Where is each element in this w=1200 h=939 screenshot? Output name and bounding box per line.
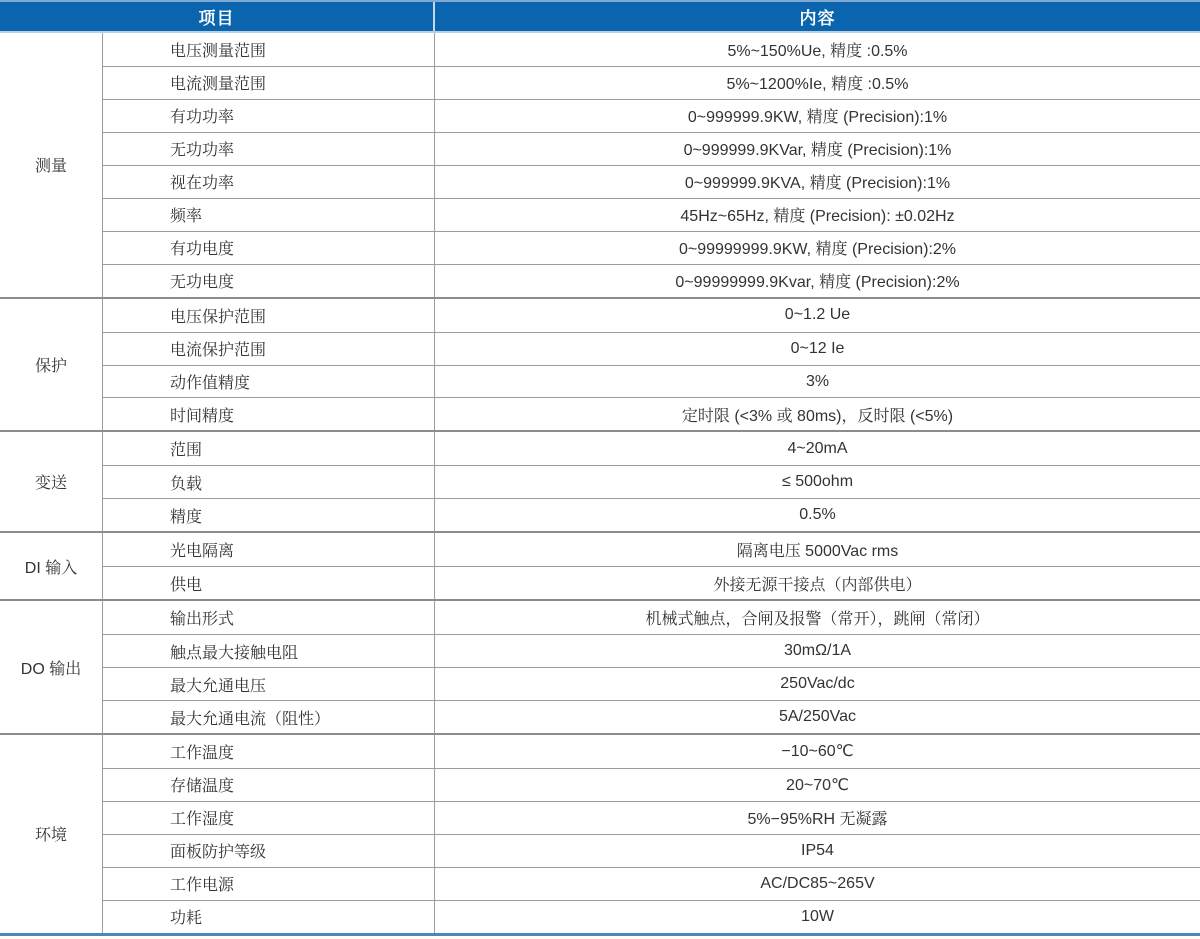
spec-row <box>103 566 1200 599</box>
spec-item-value: 0~999999.9KVA, 精度 (Precision):1% <box>684 175 951 193</box>
spec-item-label: 无功功率 <box>103 133 435 165</box>
spec-row <box>103 634 1200 667</box>
spec-item-label: 工作湿度 <box>103 802 435 834</box>
spec-row <box>103 601 1200 634</box>
spec-item-value: ≤ 500ohm <box>781 473 854 491</box>
group-rows <box>103 735 1200 933</box>
spec-row <box>103 231 1200 264</box>
spec-item-value: 0~12 Ie <box>790 339 845 357</box>
spec-item-value: 45Hz~65Hz, 精度 (Precision): ±0.02Hz <box>680 208 955 226</box>
spec-row <box>103 66 1200 99</box>
spec-item-value: 4~20mA <box>787 439 848 457</box>
spec-item-value: 外接无源干接点（内部供电） <box>713 576 922 594</box>
spec-item-value: 定时限 (<3% 或 80ms)，反时限 (<5%) <box>681 407 954 425</box>
spec-row <box>103 498 1200 531</box>
spec-item-label: 电流保护范围 <box>103 333 435 365</box>
group-rows <box>103 432 1200 531</box>
group-label: 变送 <box>0 432 103 531</box>
spec-row <box>103 768 1200 801</box>
spec-item-value: 20~70℃ <box>786 776 849 794</box>
spec-row <box>103 132 1200 165</box>
header-cell-item: 项目 <box>0 2 435 31</box>
group-label: 保护 <box>0 299 103 431</box>
spec-item-value: 5A/250Vac <box>778 708 857 726</box>
spec-row <box>103 801 1200 834</box>
spec-row <box>103 465 1200 498</box>
spec-row <box>103 299 1200 332</box>
header-cell-content: 内容 <box>799 9 836 28</box>
spec-item-label: 工作温度 <box>103 735 435 768</box>
spec-item-value: 30mΩ/1A <box>783 642 852 660</box>
spec-item-label: 电压测量范围 <box>103 33 435 66</box>
spec-row <box>103 33 1200 66</box>
spec-row <box>103 900 1200 933</box>
spec-item-value: 隔离电压 5000Vac rms <box>736 543 899 561</box>
spec-item-value: 5%~1200%Ie, 精度 :0.5% <box>726 76 909 94</box>
spec-item-label: 输出形式 <box>103 601 435 634</box>
spec-item-value: 10W <box>801 907 834 925</box>
spec-item-value: 机械式触点，合闸及报警（常开），跳闸（常闭） <box>645 611 990 629</box>
spec-item-value: AC/DC85~265V <box>760 874 875 892</box>
spec-item-label: 存储温度 <box>103 769 435 801</box>
spec-item-label: 最大允通电压 <box>103 668 435 700</box>
group-label: DO 输出 <box>0 601 103 733</box>
spec-item-label: 有功功率 <box>103 100 435 132</box>
group-rows <box>103 299 1200 431</box>
spec-item-value: 0~1.2 Ue <box>784 306 851 324</box>
spec-item-label: 范围 <box>103 432 435 465</box>
group-label: DI 输入 <box>0 533 103 599</box>
spec-item-value: −10~60℃ <box>781 743 854 761</box>
group-rows <box>103 601 1200 733</box>
spec-item-label: 电流测量范围 <box>103 67 435 99</box>
group-rows <box>103 533 1200 599</box>
spec-item-label: 无功电度 <box>103 265 435 297</box>
spec-group <box>0 297 1200 431</box>
spec-item-value: 0~999999.9KVar, 精度 (Precision):1% <box>683 142 952 160</box>
spec-row <box>103 264 1200 297</box>
table-header-row <box>0 0 1200 33</box>
spec-group <box>0 33 1200 297</box>
spec-row <box>103 165 1200 198</box>
spec-item-value: 0~99999999.9KW, 精度 (Precision):2% <box>678 241 957 259</box>
spec-item-label: 有功电度 <box>103 232 435 264</box>
spec-row <box>103 533 1200 566</box>
spec-item-label: 功耗 <box>103 901 435 933</box>
spec-item-label: 视在功率 <box>103 166 435 198</box>
spec-row <box>103 735 1200 768</box>
spec-item-label: 时间精度 <box>103 398 435 430</box>
spec-item-value: 0.5% <box>799 506 836 524</box>
spec-item-value: 5%−95%RH 无凝露 <box>747 811 888 829</box>
spec-item-label: 动作值精度 <box>103 366 435 398</box>
group-label: 环境 <box>0 735 103 933</box>
spec-item-value: 0~999999.9KW, 精度 (Precision):1% <box>687 109 948 127</box>
spec-item-label: 负载 <box>103 466 435 498</box>
spec-group <box>0 733 1200 933</box>
spec-item-label: 最大允通电流（阻性） <box>103 701 435 733</box>
spec-row <box>103 198 1200 231</box>
spec-item-label: 工作电源 <box>103 868 435 900</box>
spec-item-value: 250Vac/dc <box>780 675 855 693</box>
spec-group <box>0 599 1200 733</box>
group-label: 测量 <box>0 33 103 297</box>
spec-item-value: 3% <box>805 372 830 390</box>
bottom-accent-bar <box>0 933 1200 936</box>
spec-item-label: 光电隔离 <box>103 533 435 566</box>
spec-row <box>103 365 1200 398</box>
spec-row <box>103 700 1200 733</box>
spec-item-label: 电压保护范围 <box>103 299 435 332</box>
spec-row <box>103 397 1200 430</box>
spec-item-value: 0~99999999.9Kvar, 精度 (Precision):2% <box>675 274 960 292</box>
spec-row <box>103 667 1200 700</box>
spec-item-value: 5%~150%Ue, 精度 :0.5% <box>727 42 908 60</box>
spec-item-label: 精度 <box>103 499 435 531</box>
spec-group <box>0 430 1200 531</box>
spec-item-label: 触点最大接触电阻 <box>103 635 435 667</box>
spec-item-label: 面板防护等级 <box>103 835 435 867</box>
spec-item-label: 频率 <box>103 199 435 231</box>
spec-row <box>103 332 1200 365</box>
spec-group <box>0 531 1200 599</box>
spec-item-label: 供电 <box>103 567 435 599</box>
spec-row <box>103 432 1200 465</box>
spec-item-value: IP54 <box>801 841 834 859</box>
spec-table-body <box>0 33 1200 933</box>
group-rows <box>103 33 1200 297</box>
spec-row <box>103 867 1200 900</box>
spec-row <box>103 834 1200 867</box>
spec-row <box>103 99 1200 132</box>
